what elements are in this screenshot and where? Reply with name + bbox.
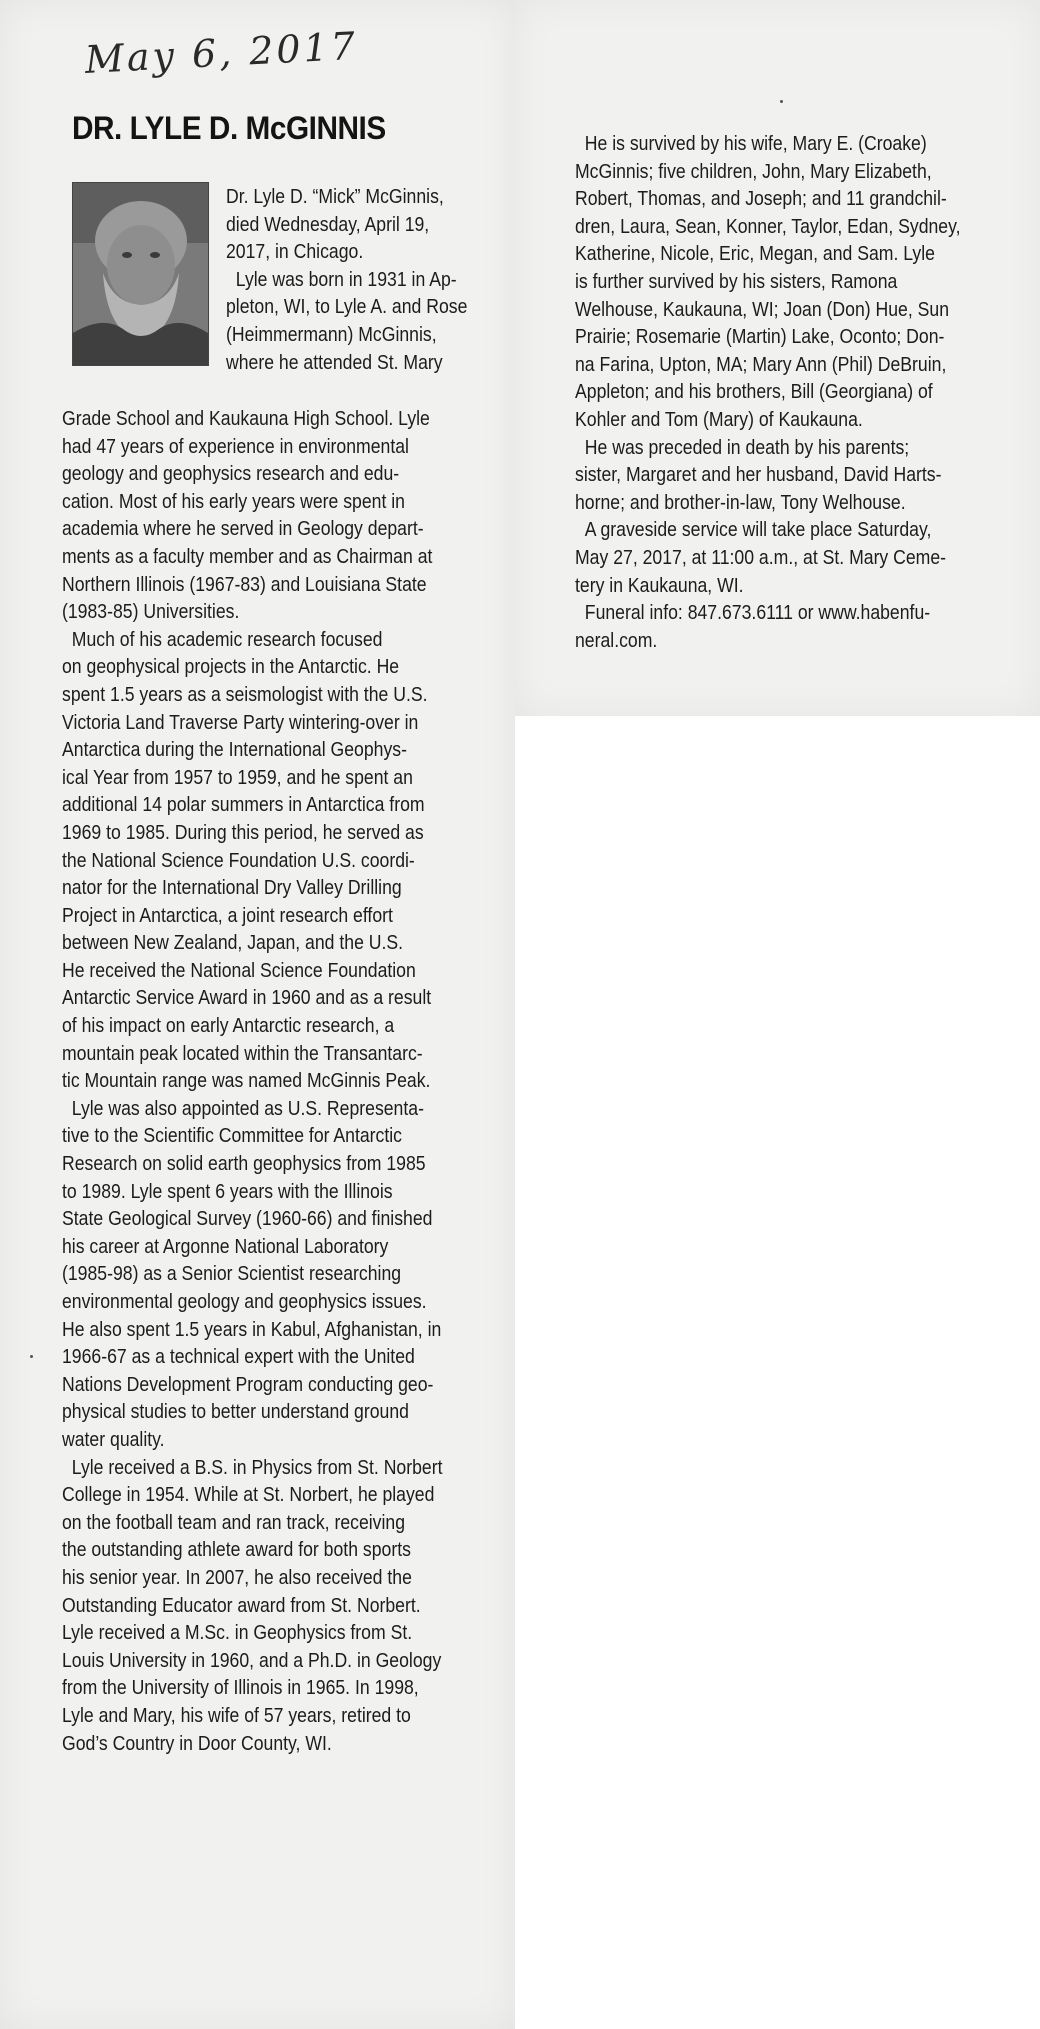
handwritten-date: May 6, 2017 <box>83 23 359 82</box>
print-speck <box>780 100 783 103</box>
text-line: Dr. Lyle D. “Mick” McGinnis, <box>226 185 444 208</box>
text-line: dren, Laura, Sean, Konner, Taylor, Edan, Sydney, <box>575 214 961 238</box>
text-line: Welhouse, Kaukauna, WI; Joan (Don) Hue, Sun <box>575 297 950 321</box>
text-line: Lyle received a B.S. in Physics from St. Norbert <box>62 1455 443 1479</box>
obituary-headline: DR. LYLE D. McGINNIS <box>72 110 386 146</box>
text-line: horne; and brother-in-law, Tony Welhouse. <box>575 490 906 514</box>
print-speck <box>30 1355 33 1358</box>
text-line: neral.com. <box>575 628 658 652</box>
text-line: Victoria Land Traverse Party wintering-over in <box>62 710 419 734</box>
text-line: pleton, WI, to Lyle A. and Rose <box>226 295 468 319</box>
text-line: of his impact on early Antarctic research, a <box>62 1014 395 1038</box>
text-line: Appleton; and his brothers, Bill (Georgiana) of <box>575 380 933 404</box>
text-line: Lyle was born in 1931 in Ap- <box>226 267 457 291</box>
text-line: Lyle was also appointed as U.S. Representa- <box>62 1096 424 1120</box>
text-line: the National Science Foundation U.S. coordi- <box>62 848 415 872</box>
text-line: between New Zealand, Japan, and the U.S. <box>62 931 404 955</box>
text-line: tery in Kaukauna, WI. <box>575 573 744 597</box>
text-line: He was preceded in death by his parents; <box>575 435 910 459</box>
text-line: (Heimmermann) McGinnis, <box>226 322 437 346</box>
text-line: Lyle and Mary, his wife of 57 years, retired to <box>62 1703 411 1727</box>
text-line: College in 1954. While at St. Norbert, he played <box>62 1483 435 1507</box>
text-line: had 47 years of experience in environmental <box>62 434 409 458</box>
text-line: Robert, Thomas, and Joseph; and 11 grandchil- <box>575 187 947 211</box>
text-line: the outstanding athlete award for both sports <box>62 1538 411 1562</box>
text-line: He received the National Science Foundation <box>62 958 416 982</box>
text-line: Outstanding Educator award from St. Norbert. <box>62 1593 421 1617</box>
text-line: Kohler and Tom (Mary) of Kaukauna. <box>575 407 863 431</box>
text-line: (1985-98) as a Senior Scientist researching <box>62 1262 402 1286</box>
text-line: on the football team and ran track, receiving <box>62 1510 406 1534</box>
text-line: on geophysical projects in the Antarctic. He <box>62 655 400 679</box>
text-line: Louis University in 1960, and a Ph.D. in Geology <box>62 1648 442 1672</box>
text-line: ical Year from 1957 to 1959, and he spent an <box>62 765 413 789</box>
text-line: Grade School and Kaukauna High School. Lyle <box>62 407 430 430</box>
text-line: academia where he served in Geology depart- <box>62 517 424 541</box>
text-line: 1969 to 1985. During this period, he served as <box>62 820 424 844</box>
text-line: Project in Antarctica, a joint research effort <box>62 903 393 927</box>
text-line: Antarctic Service Award in 1960 and as a result <box>62 986 432 1010</box>
text-line: Katherine, Nicole, Eric, Megan, and Sam. Lyle <box>575 242 935 266</box>
text-line: from the University of Illinois in 1965. In 1998, <box>62 1676 419 1700</box>
right-column-text <box>575 130 1023 654</box>
text-line: additional 14 polar summers in Antarctica from <box>62 793 425 817</box>
text-line: na Farina, Upton, MA; Mary Ann (Phil) DeBruin, <box>575 352 947 376</box>
text-line: environmental geology and geophysics issues. <box>62 1290 427 1313</box>
text-line: 1966-67 as a technical expert with the United <box>62 1345 415 1369</box>
text-line: tive to the Scientific Committee for Antarctic <box>62 1124 403 1148</box>
text-line: died Wednesday, April 19, <box>226 212 430 236</box>
text-line: He also spent 1.5 years in Kabul, Afghanistan, in <box>62 1317 442 1341</box>
text-line: God’s Country in Door County, WI. <box>62 1731 332 1755</box>
text-line: tic Mountain range was named McGinnis Peak. <box>62 1069 431 1093</box>
text-line: (1983-85) Universities. <box>62 600 240 624</box>
text-line: spent 1.5 years as a seismologist with the U.S. <box>62 682 428 706</box>
text-line: water quality. <box>62 1427 165 1451</box>
text-line: He is survived by his wife, Mary E. (Croake) <box>575 132 927 155</box>
text-line: Much of his academic research focused <box>62 627 383 651</box>
text-line: 2017, in Chicago. <box>226 240 364 264</box>
text-line: May 27, 2017, at 11:00 a.m., at St. Mary Ceme- <box>575 545 947 569</box>
text-line: to 1989. Lyle spent 6 years with the Illinois <box>62 1179 393 1203</box>
text-line: where he attended St. Mary <box>226 350 443 374</box>
text-line: Research on solid earth geophysics from 1985 <box>62 1152 426 1176</box>
text-line: his senior year. In 2007, he also received the <box>62 1565 412 1589</box>
text-line: State Geological Survey (1960-66) and finished <box>62 1207 433 1231</box>
text-line: Prairie; Rosemarie (Martin) Lake, Oconto; Don- <box>575 325 945 349</box>
text-line: physical studies to better understand ground <box>62 1400 409 1424</box>
portrait-photo <box>72 182 209 366</box>
text-line: Lyle received a M.Sc. in Geophysics from St. <box>62 1621 413 1645</box>
text-line: Northern Illinois (1967-83) and Louisiana State <box>62 572 427 596</box>
wrap-column <box>226 183 507 376</box>
text-line: Nations Development Program conducting geo- <box>62 1372 434 1396</box>
text-line: Funeral info: 847.673.6111 or www.habenfu- <box>575 601 931 625</box>
text-line: cation. Most of his early years were spent in <box>62 489 405 513</box>
text-line: geology and geophysics research and edu- <box>62 462 400 486</box>
text-line: mountain peak located within the Transantarc- <box>62 1041 423 1065</box>
text-line: A graveside service will take place Saturday, <box>575 518 932 542</box>
text-line: McGinnis; five children, John, Mary Elizabeth, <box>575 159 932 183</box>
text-line: ments as a faculty member and as Chairman at <box>62 544 433 568</box>
text-line: is further survived by his sisters, Ramona <box>575 269 898 293</box>
text-line: sister, Margaret and her husband, David Harts- <box>575 463 942 487</box>
text-line: Antarctica during the International Geophys- <box>62 738 407 762</box>
text-line: nator for the International Dry Valley Drilling <box>62 876 402 900</box>
left-column-text <box>62 405 504 1757</box>
text-line: his career at Argonne National Laboratory <box>62 1234 389 1258</box>
